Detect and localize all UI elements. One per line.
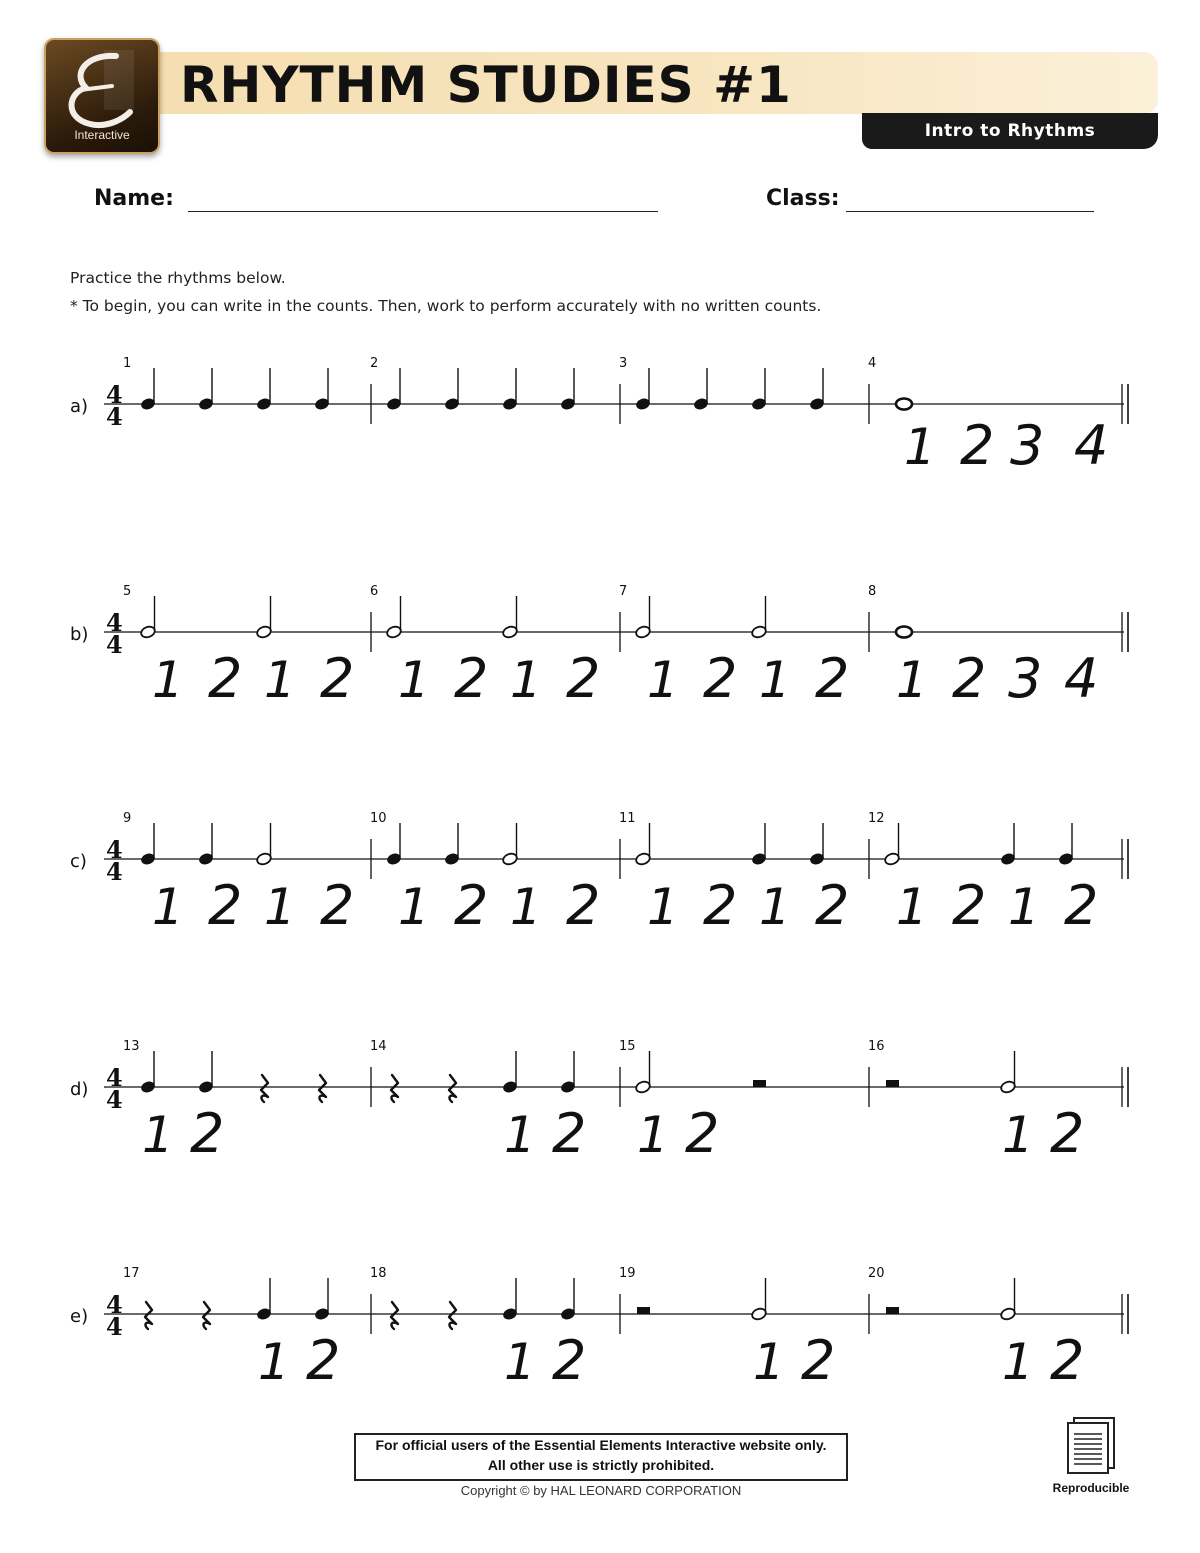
measure-number: 17	[123, 1266, 140, 1281]
handwritten-count: 2	[815, 647, 850, 710]
measure-number: 7	[619, 584, 628, 599]
exercise-label: e)	[70, 1306, 89, 1327]
exercise-row	[70, 584, 1128, 710]
handwritten-count: 2	[952, 874, 987, 937]
usage-notice	[354, 1433, 848, 1481]
handwritten-count: 2	[703, 874, 738, 937]
measure-number: 5	[123, 584, 132, 599]
handwritten-count: 2	[566, 874, 601, 937]
handwritten-count: 2	[566, 647, 601, 710]
handwritten-count: 1	[504, 1106, 536, 1164]
measure-number: 14	[370, 1039, 387, 1054]
measure-number: 18	[370, 1266, 387, 1281]
measure-number: 2	[370, 356, 379, 371]
handwritten-count: 2	[685, 1102, 720, 1165]
measure-number: 19	[619, 1266, 636, 1281]
handwritten-count: 1	[398, 651, 430, 709]
quarter-rest	[203, 1302, 210, 1329]
quarter-rest	[391, 1075, 398, 1102]
measure-number: 12	[868, 811, 885, 826]
exercise-label: c)	[70, 851, 87, 872]
handwritten-count: 2	[703, 647, 738, 710]
handwritten-count: 2	[208, 647, 243, 710]
exercise-row	[70, 1039, 1128, 1165]
half-rest	[753, 1080, 766, 1087]
handwritten-count: 1	[152, 878, 184, 936]
measure-number: 13	[123, 1039, 140, 1054]
quarter-rest	[145, 1302, 152, 1329]
measure-number: 1	[123, 356, 132, 371]
page-title: RHYTHM STUDIES #1	[180, 56, 792, 114]
handwritten-count: 1	[510, 878, 542, 936]
half-rest	[886, 1080, 899, 1087]
measure-number: 3	[619, 356, 628, 371]
measure-number: 9	[123, 811, 132, 826]
handwritten-count: 1	[1002, 1106, 1034, 1164]
class-label: Class:	[766, 186, 840, 211]
measure-number: 8	[868, 584, 877, 599]
usage-notice-line-2: All other use is strictly prohibited.	[487, 1457, 715, 1473]
time-signature-top: 4	[106, 1063, 123, 1092]
handwritten-count: 2	[1064, 874, 1099, 937]
handwritten-count: 1	[258, 1333, 290, 1391]
handwritten-count: 1	[753, 1333, 785, 1391]
handwritten-count: 2	[320, 647, 355, 710]
measure-number: 6	[370, 584, 379, 599]
handwritten-count: 2	[454, 647, 489, 710]
handwritten-count: 2	[190, 1102, 225, 1165]
half-rest	[637, 1307, 650, 1314]
handwritten-count: 2	[208, 874, 243, 937]
half-rest	[886, 1307, 899, 1314]
measure-number: 15	[619, 1039, 636, 1054]
handwritten-count: 2	[454, 874, 489, 937]
handwritten-count: 1	[647, 878, 679, 936]
handwritten-count: 3	[1008, 647, 1043, 710]
handwritten-count: 3	[1010, 414, 1045, 477]
handwritten-count: 2	[320, 874, 355, 937]
quarter-rest	[449, 1302, 456, 1329]
handwritten-count: 1	[1002, 1333, 1034, 1391]
exercise-label: d)	[70, 1079, 89, 1100]
exercise-label: a)	[70, 396, 89, 417]
measure-number: 16	[868, 1039, 885, 1054]
logo-text: Interactive	[74, 128, 130, 142]
handwritten-count: 1	[904, 418, 936, 476]
exercise-row	[70, 811, 1128, 937]
time-signature-top: 4	[106, 380, 123, 409]
handwritten-count: 1	[398, 878, 430, 936]
handwritten-count: 1	[896, 878, 928, 936]
time-signature-bottom: 4	[106, 857, 123, 886]
handwritten-count: 2	[306, 1329, 341, 1392]
handwritten-count: 1	[152, 651, 184, 709]
time-signature-bottom: 4	[106, 630, 123, 659]
handwritten-count: 2	[960, 414, 995, 477]
handwritten-count: 1	[637, 1106, 669, 1164]
measure-number: 4	[868, 356, 877, 371]
time-signature-bottom: 4	[106, 1312, 123, 1341]
handwritten-count: 1	[504, 1333, 536, 1391]
time-signature-top: 4	[106, 835, 123, 864]
handwritten-count: 2	[1050, 1329, 1085, 1392]
time-signature-top: 4	[106, 1290, 123, 1319]
handwritten-count: 2	[815, 874, 850, 937]
time-signature-top: 4	[106, 608, 123, 637]
handwritten-count: 1	[264, 878, 296, 936]
usage-notice-line-1: For official users of the Essential Elements Interactive website only.	[375, 1437, 827, 1453]
handwritten-count: 4	[1074, 414, 1109, 477]
handwritten-count: 2	[552, 1102, 587, 1165]
instruction-line-2: * To begin, you can write in the counts. Then, work to perform accurately with no written counts.	[70, 297, 822, 315]
exercise-row	[70, 1266, 1128, 1392]
handwritten-count: 1	[896, 651, 928, 709]
time-signature-bottom: 4	[106, 402, 123, 431]
handwritten-count: 1	[264, 651, 296, 709]
quarter-rest	[449, 1075, 456, 1102]
measure-number: 20	[868, 1266, 885, 1281]
measure-number: 10	[370, 811, 387, 826]
quarter-rest	[261, 1075, 268, 1102]
exercise-row	[70, 356, 1128, 477]
exercise-label: b)	[70, 624, 89, 645]
handwritten-count: 2	[801, 1329, 836, 1392]
handwritten-count: 2	[1050, 1102, 1085, 1165]
quarter-rest	[319, 1075, 326, 1102]
handwritten-count: 1	[759, 878, 791, 936]
reproducible-label: Reproducible	[1052, 1481, 1130, 1495]
handwritten-count: 1	[142, 1106, 174, 1164]
handwritten-count: 4	[1064, 647, 1099, 710]
quarter-rest	[391, 1302, 398, 1329]
whole-note	[896, 399, 912, 410]
whole-note	[896, 627, 912, 638]
handwritten-count: 2	[552, 1329, 587, 1392]
subtitle-text: Intro to Rhythms	[924, 121, 1096, 141]
handwritten-count: 1	[759, 651, 791, 709]
handwritten-count: 1	[510, 651, 542, 709]
handwritten-count: 1	[647, 651, 679, 709]
name-label: Name:	[94, 186, 174, 211]
handwritten-count: 2	[952, 647, 987, 710]
instruction-line-1: Practice the rhythms below.	[70, 269, 286, 287]
measure-number: 11	[619, 811, 636, 826]
copyright: Copyright © by HAL LEONARD CORPORATION	[460, 1483, 742, 1498]
time-signature-bottom: 4	[106, 1085, 123, 1114]
handwritten-count: 1	[1008, 878, 1040, 936]
reproducible-icon	[1058, 1414, 1122, 1478]
